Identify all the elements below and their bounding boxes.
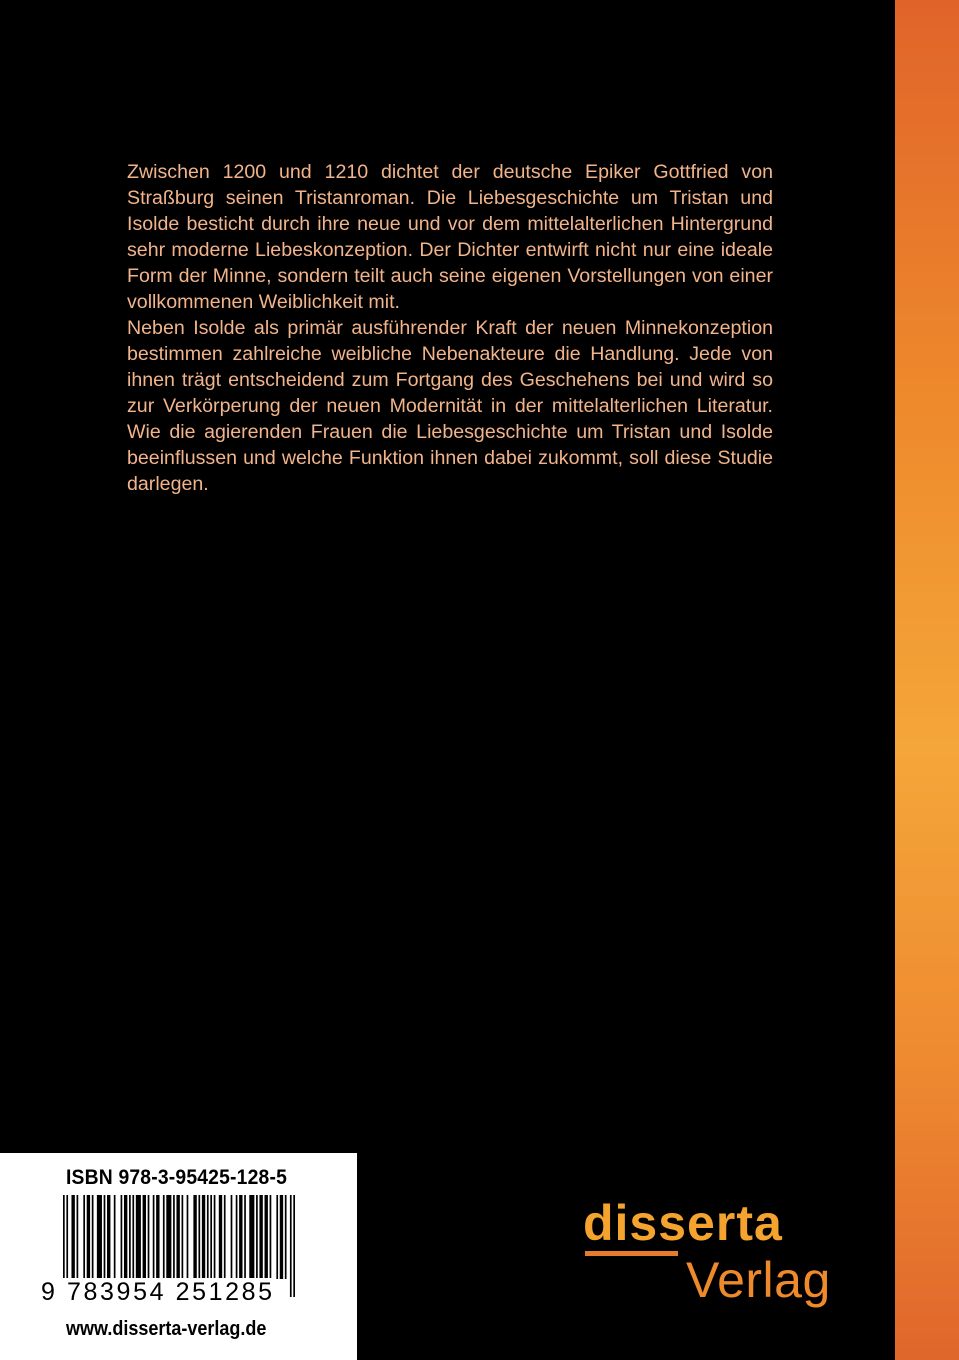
barcode-bar (92, 1195, 94, 1279)
barcode-bar (163, 1195, 165, 1279)
isbn-barcode-panel (0, 1153, 357, 1360)
barcode-bar (132, 1195, 134, 1279)
barcode-bar (244, 1195, 246, 1279)
barcode-bar (202, 1195, 205, 1279)
barcode-bar (104, 1195, 106, 1279)
barcode-bar (156, 1195, 159, 1279)
barcode-bar (107, 1195, 110, 1279)
barcode-bar (166, 1195, 171, 1279)
blurb-paragraph-3: Wie die agierenden Frauen die Liebesgeschichte um Tristan und Isolde beeinflussen und welche Funktion ihnen dabei zukommt, soll diese Studie darlegen. (127, 421, 773, 495)
publisher-logo-rule (585, 1251, 678, 1256)
barcode-bar (83, 1195, 85, 1279)
barcode-bar (114, 1195, 116, 1279)
barcode-digits: 9 783954 251285 (41, 1278, 275, 1306)
spine-color-strip (895, 0, 959, 1360)
barcode-bar (77, 1195, 79, 1279)
barcode-bar (153, 1195, 155, 1279)
barcode-bar (210, 1195, 212, 1279)
barcode-bar (193, 1195, 196, 1279)
barcode-bar (231, 1195, 233, 1279)
barcode-bar (239, 1195, 242, 1279)
barcode-bar (256, 1195, 258, 1279)
publisher-url: www.disserta-verlag.de (66, 1318, 267, 1340)
back-cover-blurb (127, 159, 773, 497)
barcode-bar (265, 1195, 268, 1279)
isbn-label: ISBN 978-3-95425-128-5 (66, 1166, 288, 1189)
publisher-logo-verlag: Verlag (686, 1252, 831, 1308)
barcode-bar (71, 1195, 74, 1279)
barcode-bar (148, 1195, 150, 1279)
barcode-bar (219, 1195, 222, 1279)
barcode-bar (270, 1195, 272, 1279)
barcode-bar (136, 1195, 141, 1279)
barcode-bar (259, 1195, 262, 1279)
barcode-bar (214, 1195, 216, 1279)
barcode-bar (187, 1195, 189, 1279)
barcode-bar (207, 1195, 209, 1279)
barcode-bar (124, 1195, 127, 1279)
barcode-bar (121, 1195, 123, 1279)
barcode-bar (87, 1195, 90, 1279)
blurb-paragraph-2: Neben Isolde als primär ausführender Kraft der neuen Minnekonzeption bestimmen zahlreiche weibliche Nebenakteure die Handlung. Jede von ihnen trägt entscheidend zum Fortgang des Geschehens bei und wird so zur Verkörperung der neuen Modernität in der mittelalterlichen Literatur. (127, 317, 773, 417)
blurb-paragraph-1: Zwischen 1200 und 1210 dichtet der deutsche Epiker Gottfried von Straßburg seinen Tristanroman. Die Liebesgeschichte um Tristan und Isolde besticht durch ihre neue und vor dem mittelalterlichen Hintergrund sehr moderne Liebeskonzeption. Der Dichter entwirft nicht nur eine ideale Form der Minne, sondern teilt auch seine eigenen Vorstellungen von einer vollkommenen Weiblichkeit mit. (127, 161, 773, 313)
publisher-logo-disserta: disserta (583, 1195, 783, 1251)
barcode-bar (173, 1195, 175, 1279)
barcode-bar (293, 1195, 295, 1297)
barcode-bar (280, 1195, 283, 1279)
barcode-bar (285, 1195, 287, 1279)
barcode-bar (198, 1195, 200, 1279)
barcode-bar (249, 1195, 254, 1279)
barcode-bar (276, 1195, 278, 1279)
barcode-bar (236, 1195, 238, 1279)
barcode-bar (143, 1195, 146, 1279)
barcode-bar (290, 1195, 292, 1297)
barcode-bar (224, 1195, 226, 1279)
barcode-bar (129, 1195, 131, 1279)
barcode-bar (97, 1195, 102, 1279)
